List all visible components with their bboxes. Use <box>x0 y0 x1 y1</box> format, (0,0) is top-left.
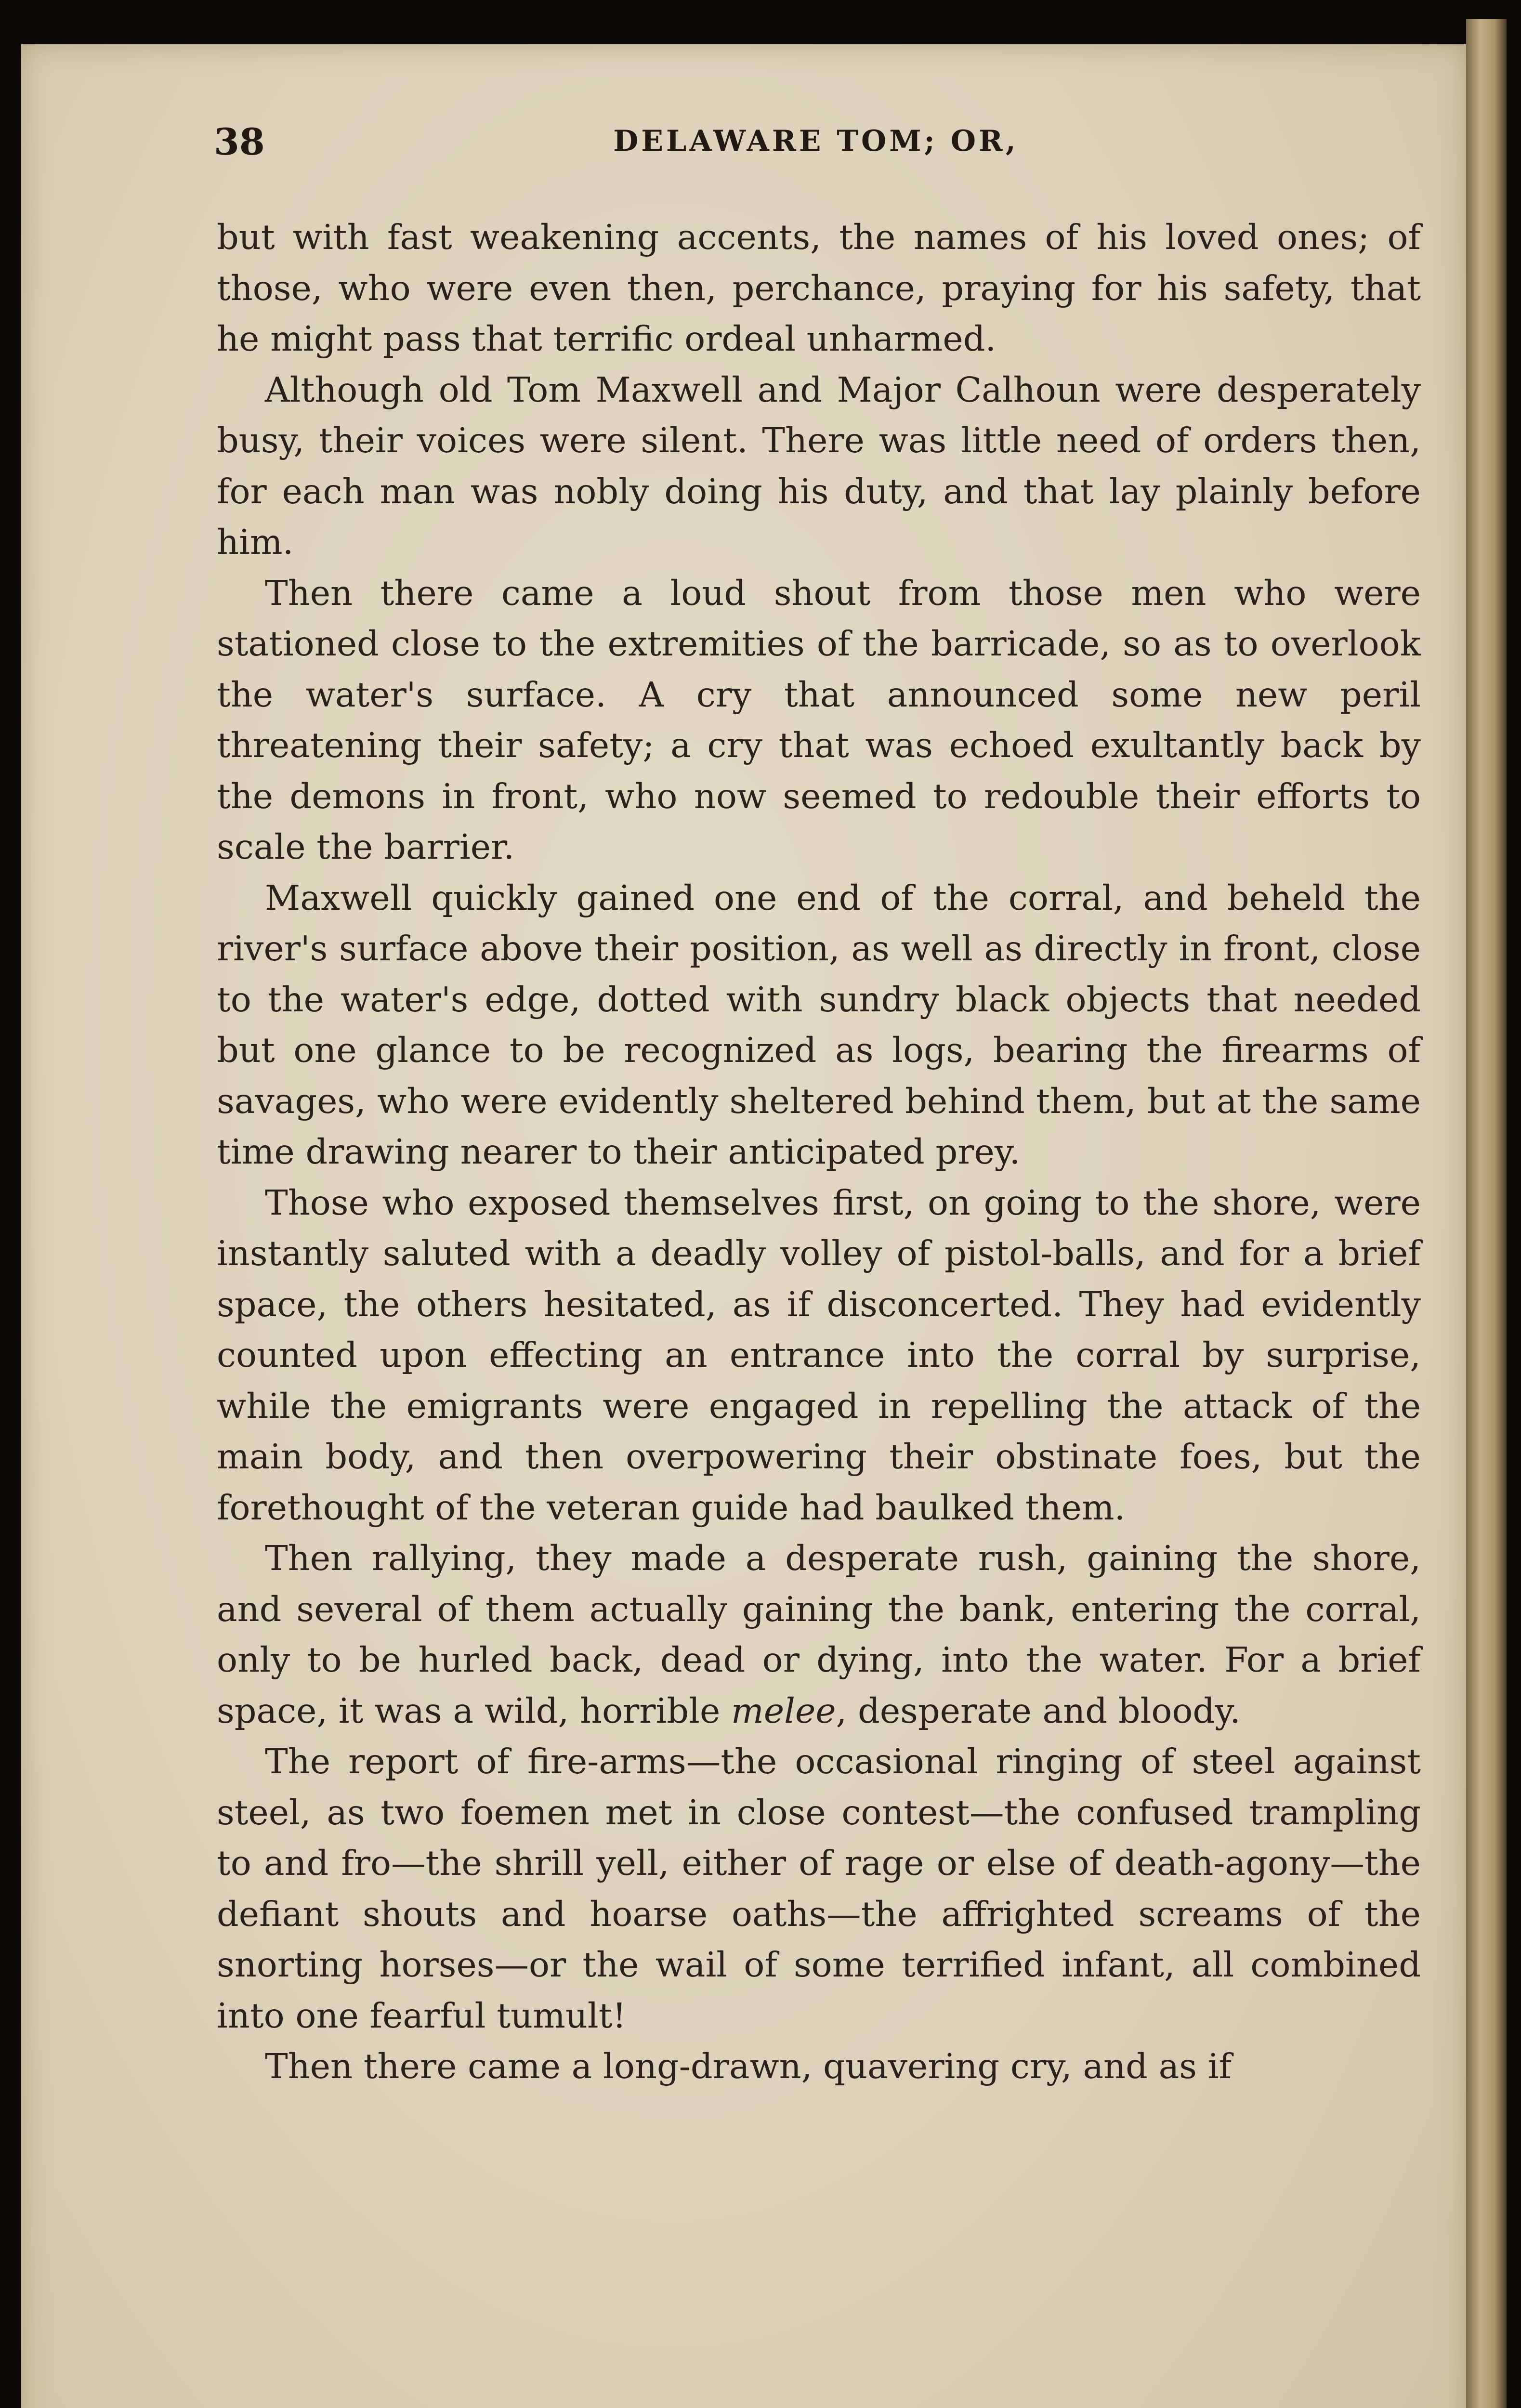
page-header <box>195 120 1437 173</box>
paragraph-6-tail: , desperate and bloody. <box>836 1690 1241 1731</box>
paragraph-4: Maxwell quickly gained one end of the corral, and beheld the river's surface above their position, as well as directly in front, close to the water's edge, dotted with sundry black objects that needed but one glance to be recognized as logs, bearing the firearms of savages, who were evidently sheltered behind them, but at the same time drawing nearer to their anticipated prey. <box>217 877 1421 1172</box>
paragraph-7: The report of fire-arms—the occasional ringing of steel against steel, as two foemen met in close contest—the confused trampling to and fro—the shrill yell, either of rage or else of death-agony—the defiant shouts and hoarse oaths—the affrighted screams of the snorting horses—or the wail of some terrified infant, all combined into one fearful tumult! <box>217 1741 1421 2036</box>
paragraph-5: Those who exposed themselves first, on going to the shore, were instantly saluted with a deadly volley of pistol-balls, and for a brief space, the others hesitated, as if disconcerted. They had evidently counted upon effecting an entrance into the corral by surprise, while the emigrants were engaged in repelling the attack of the main body, and then overpowering their obstinate foes, but the forethought of the veteran guide had baulked them. <box>217 1182 1421 1528</box>
paragraph-8: Then there came a long-drawn, quavering cry, and as if <box>265 2046 1232 2086</box>
page-number: 38 <box>214 120 265 163</box>
paragraph-2: Although old Tom Maxwell and Major Calhoun were desperately busy, their voices were silent. There was little need of orders then, for each man was nobly doing his duty, and that lay plainly before him. <box>217 369 1421 562</box>
paragraph-3: Then there came a loud shout from those men who were stationed close to the extremities of the barricade, so as to overlook the water's surface. A cry that announced some new peril threatening their safety; a cry that was echoed exultantly back by the demons in front, who now seemed to redouble their efforts to scale the barrier. <box>217 573 1421 867</box>
page-edge-right <box>1466 19 1507 2408</box>
paragraph-1: but with fast weakening accents, the names of his loved ones; of those, who were even then, perchance, praying for his safety, that he might pass that terrific ordeal unharmed. <box>217 217 1421 359</box>
melee-word: melee <box>731 1690 836 1731</box>
body-text <box>217 212 1421 2092</box>
paragraph-6 <box>217 1533 1421 1736</box>
running-title: DELAWARE TOM; OR, <box>613 124 1019 158</box>
paragraph-6-text: Then rallying, they made a desperate rush, gaining the shore, and several of them actually gaining the bank, entering the corral, only to be hurled back, dead or dying, into the water. For a brief space, it was a wild, horrible <box>217 1538 1421 1731</box>
